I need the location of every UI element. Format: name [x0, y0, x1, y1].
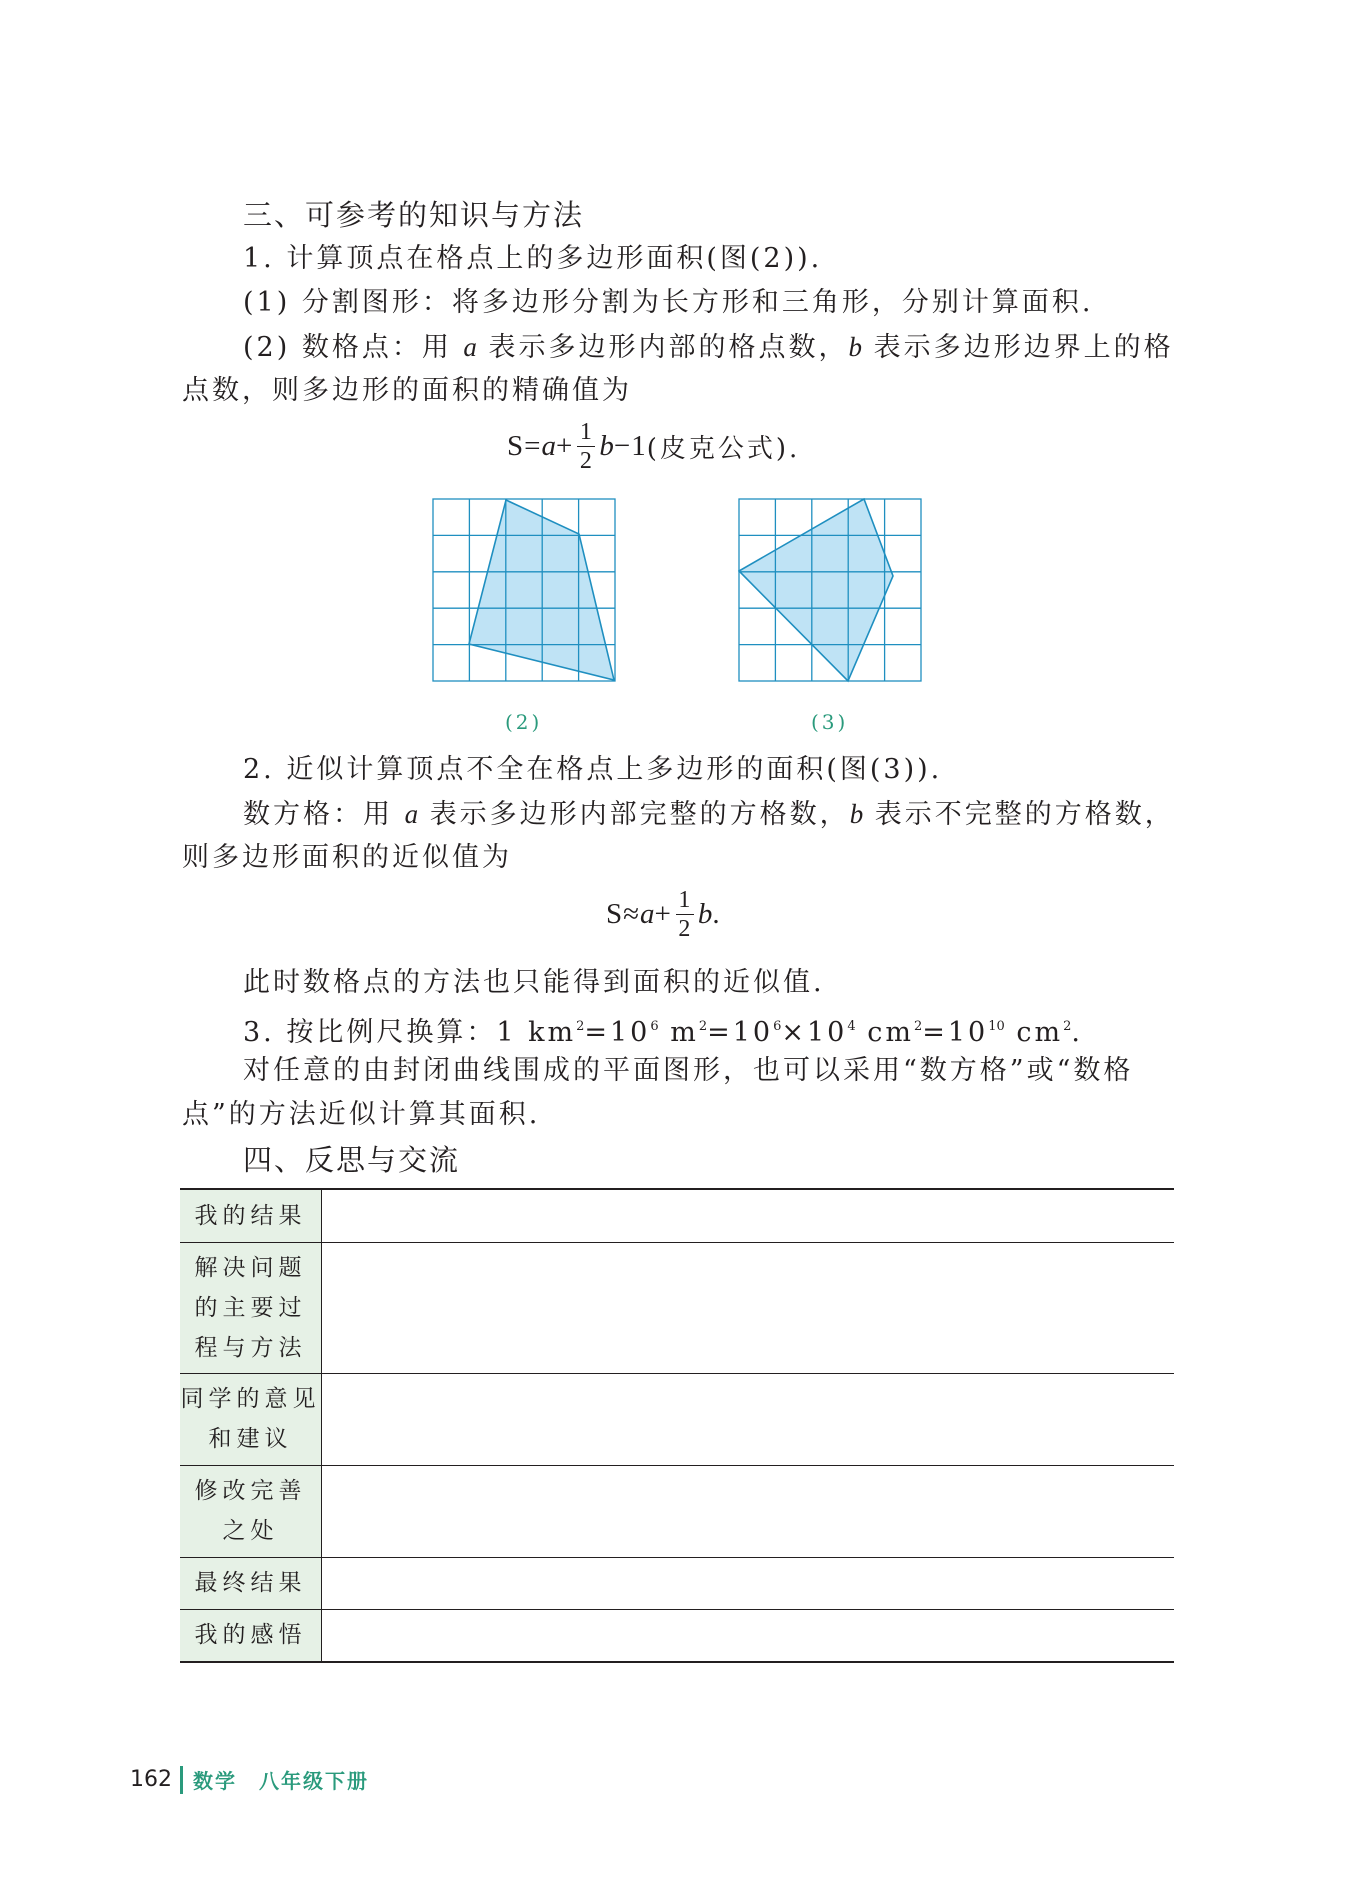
table-row: [180, 1557, 1174, 1609]
page-number: 162: [130, 1767, 172, 1792]
exponent: 10: [988, 1019, 1005, 1034]
denominator: 2: [678, 916, 692, 942]
text: ×10: [781, 1017, 848, 1048]
var-a: a: [404, 799, 419, 829]
figure-2-caption: (2): [505, 710, 543, 734]
text: 数方格：用: [243, 799, 393, 830]
formula-b: b: [599, 430, 614, 462]
grade: 八年级下册: [259, 1769, 369, 1793]
row-label: [180, 1609, 322, 1662]
denominator: 2: [579, 448, 593, 474]
formula-b: b: [697, 898, 713, 930]
table-row: [180, 1609, 1174, 1662]
label-line: 之处: [222, 1518, 279, 1544]
approx-formula: [606, 888, 721, 941]
section-heading-3: 三、可参考的知识与方法: [243, 198, 585, 232]
row-label: [180, 1242, 322, 1373]
item-1-1: (1) 分割图形：将多边形分割为长方形和三角形，分别计算面积.: [243, 287, 1094, 318]
answer-cell[interactable]: [322, 1609, 1175, 1662]
answer-cell[interactable]: [322, 1465, 1175, 1557]
formula-a: a: [541, 430, 556, 462]
table-row: [180, 1189, 1174, 1242]
var-a: a: [463, 332, 477, 362]
reflection-table: [180, 1188, 1174, 1663]
text: 表示多边形边界上的格: [873, 332, 1174, 363]
numerator: 1: [678, 887, 692, 913]
formula-note: (皮克公式).: [646, 434, 801, 464]
fraction-half: [676, 888, 694, 941]
formula-tail: .: [712, 898, 721, 930]
label-line: 我的感悟: [194, 1622, 307, 1649]
answer-cell[interactable]: [322, 1242, 1175, 1373]
row-label: [180, 1465, 322, 1557]
text: =10: [922, 1017, 989, 1048]
figure-3-caption: (3): [811, 710, 849, 734]
row-label: [180, 1557, 322, 1609]
figure-2-polygon: [469, 500, 614, 680]
label-line: 同学的意见: [180, 1386, 321, 1412]
var-b: b: [848, 332, 863, 362]
formula-a: a: [640, 898, 655, 930]
formula-plus: +: [555, 430, 574, 462]
label-line: 和建议: [208, 1426, 293, 1452]
text: .: [1071, 1017, 1083, 1048]
label-line: 我的结果: [194, 1202, 307, 1229]
exponent: 6: [650, 1019, 659, 1034]
section-heading-4: 四、反思与交流: [243, 1143, 461, 1177]
text: 表示多边形内部的格点数，: [488, 332, 849, 363]
formula-plus: +: [654, 898, 672, 930]
text: 表示多边形内部完整的方格数，: [429, 799, 850, 830]
book-title: [193, 1765, 369, 1794]
row-label: [180, 1373, 322, 1465]
label-line: 修改完善: [194, 1478, 307, 1504]
item-2-body: [243, 792, 1233, 837]
answer-cell[interactable]: [322, 1557, 1175, 1609]
item-2-cont: 则多边形面积的近似值为: [182, 842, 512, 873]
fraction-half: [577, 420, 595, 473]
item-1-2: [243, 325, 1233, 370]
table-row: [180, 1465, 1174, 1557]
exponent: 2: [913, 1019, 923, 1034]
text: 表示不完整的方格数，: [874, 799, 1175, 830]
closing-line-1: 对任意的由封闭曲线围成的平面图形，也可以采用“数方格”或“数格: [243, 1055, 1134, 1086]
pick-formula: [507, 420, 800, 473]
text: cm: [855, 1017, 914, 1048]
figure-2-grid: [432, 498, 618, 684]
text: =10: [584, 1017, 651, 1048]
note-after-formula: 此时数格点的方法也只能得到面积的近似值.: [243, 967, 825, 998]
table-row: [180, 1242, 1174, 1373]
item-3: [243, 1005, 1233, 1055]
row-label: [180, 1189, 322, 1242]
fraction-bar: [676, 914, 694, 915]
answer-cell[interactable]: [322, 1373, 1175, 1465]
footer-divider: [180, 1766, 183, 1794]
fraction-bar: [577, 446, 595, 447]
text: =10: [707, 1017, 774, 1048]
formula-lhs: S=: [507, 430, 542, 462]
table-row: [180, 1373, 1174, 1465]
closing-line-2: 点”的方法近似计算其面积.: [182, 1099, 541, 1130]
item-1: 1. 计算顶点在格点上的多边形面积(图(2)).: [243, 243, 823, 274]
label-line: 程与方法: [194, 1334, 307, 1361]
text: 3. 按比例尺换算：1 km: [243, 1017, 577, 1048]
formula-tail: −1: [613, 430, 647, 462]
exponent: 2: [698, 1019, 708, 1034]
page-footer: [130, 1765, 369, 1794]
answer-cell[interactable]: [322, 1189, 1175, 1242]
subject: 数学: [193, 1769, 237, 1793]
var-b: b: [849, 799, 864, 829]
item-1-2-cont: 点数，则多边形的面积的精确值为: [182, 375, 632, 406]
label-line: 解决问题: [194, 1254, 307, 1281]
formula-lhs: S≈: [606, 898, 641, 930]
exponent: 6: [773, 1019, 782, 1034]
text: (2) 数格点：用: [243, 332, 452, 363]
figure-3-grid: [738, 498, 924, 684]
label-line: 最终结果: [194, 1570, 307, 1596]
numerator: 1: [579, 419, 593, 445]
exponent: 2: [576, 1019, 585, 1034]
text: cm: [1004, 1017, 1064, 1048]
exponent: 4: [847, 1019, 856, 1034]
exponent: 2: [1063, 1019, 1072, 1034]
label-line: 的主要过: [194, 1294, 307, 1321]
text: m: [658, 1017, 699, 1048]
item-2: 2. 近似计算顶点不全在格点上多边形的面积(图(3)).: [243, 754, 943, 785]
figure-3-polygon: [739, 499, 893, 681]
